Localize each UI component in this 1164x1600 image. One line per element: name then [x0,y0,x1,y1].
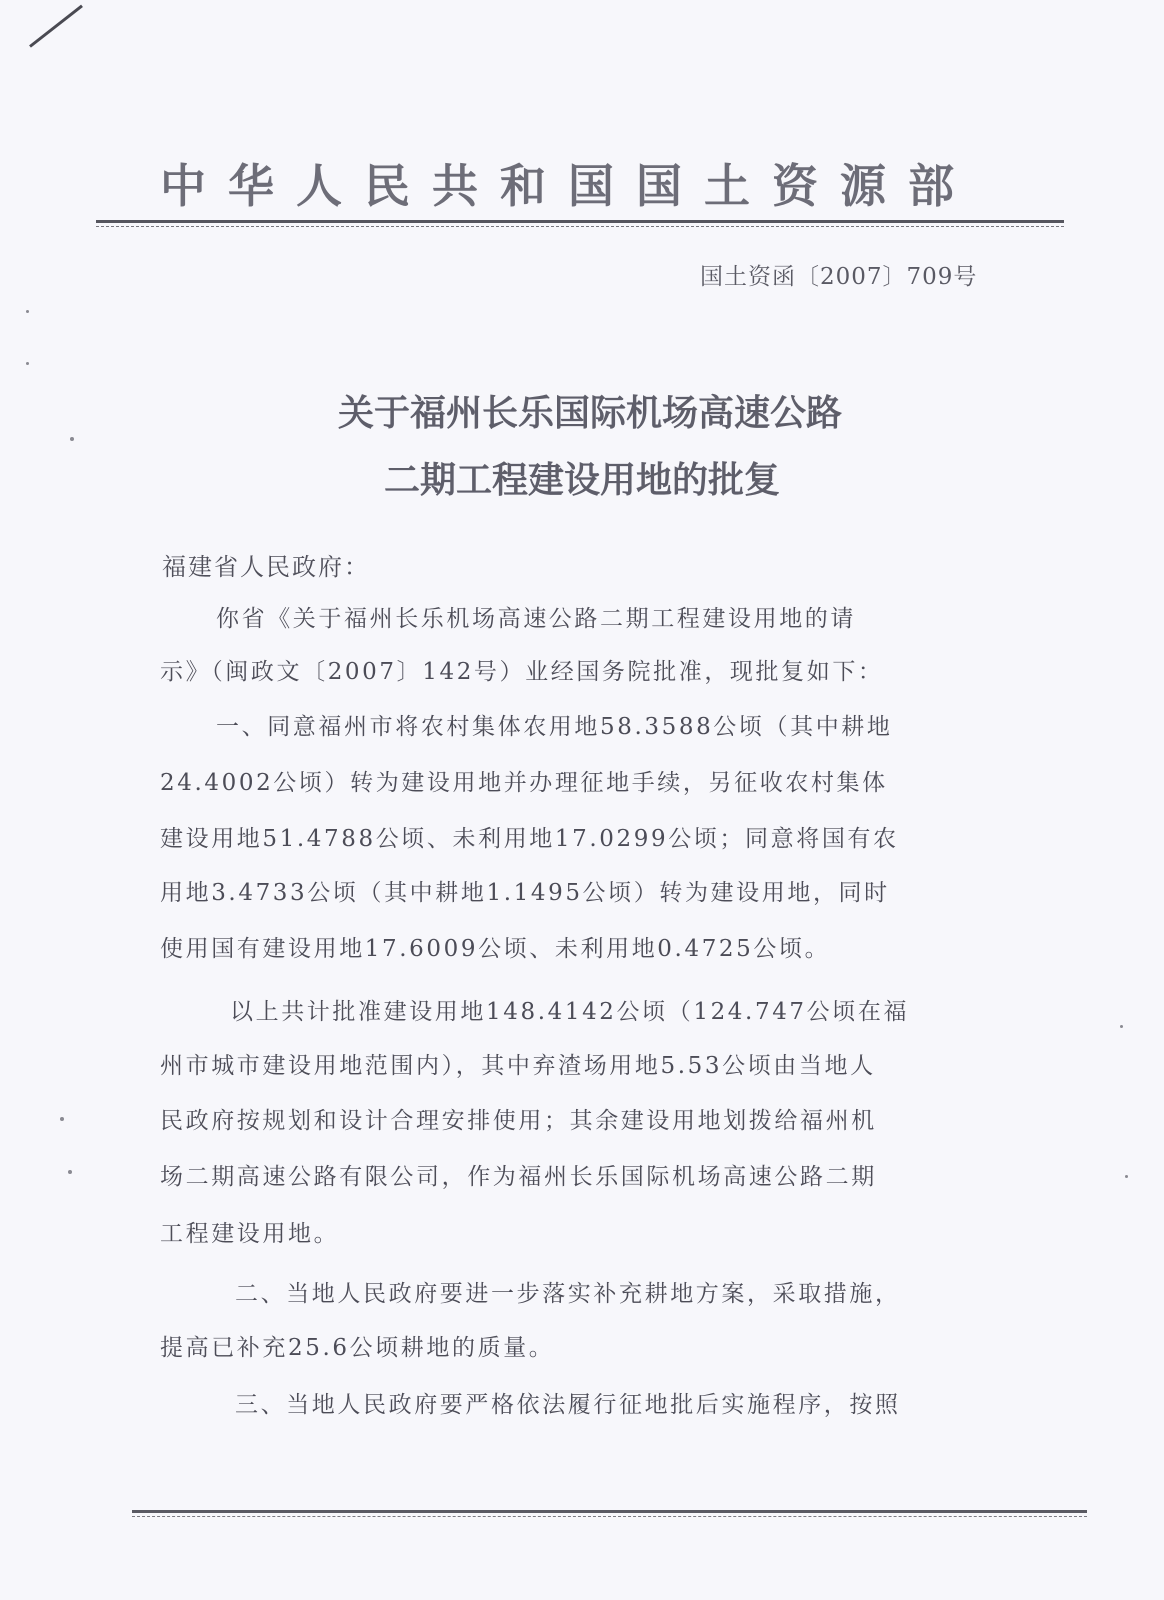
header-rule [96,220,1064,223]
footer-rule-dashed [132,1516,1087,1517]
scan-speck [70,437,74,441]
scan-speck [68,1170,72,1174]
document-title-line-2: 二期工程建设用地的批复 [383,459,780,501]
body-line: 民政府按规划和设计合理安排使用；其余建设用地划拨给福州机 [160,1108,877,1134]
scan-speck [1125,1175,1128,1178]
body-line: 提高已补充25.6公顷耕地的质量。 [160,1335,555,1361]
body-line: 以上共计批准建设用地148.4142公顷（124.747公顷在福 [230,999,910,1025]
body-line: 场二期高速公路有限公司，作为福州长乐国际机场高速公路二期 [160,1164,877,1190]
scan-speck [26,362,29,365]
footer-rule [132,1510,1087,1513]
addressee: 福建省人民政府： [162,553,370,581]
issuing-authority-header: 中华人民共和国国土资源部 [160,159,976,213]
body-line: 你省《关于福州长乐机场高速公路二期工程建设用地的请 [216,606,856,632]
header-rule-dashed [96,226,1064,227]
document-number: 国土资函〔2007〕709号 [700,264,978,290]
body-line: 州市城市建设用地范围内），其中弃渣场用地5.53公顷由当地人 [160,1053,876,1079]
body-line: 示》（闽政文〔2007〕142号）业经国务院批准，现批复如下： [160,659,884,685]
body-line: 一、同意福州市将农村集体农用地58.3588公顷（其中耕地 [216,714,893,740]
body-line: 工程建设用地。 [160,1221,340,1247]
scan-speck [26,310,29,313]
body-line: 二、当地人民政府要进一步落实补充耕地方案，采取措施， [235,1281,901,1307]
document-title-line-1: 关于福州长乐国际机场高速公路 [337,392,842,434]
body-line: 用地3.4733公顷（其中耕地1.1495公顷）转为建设用地，同时 [160,880,890,906]
scan-speck [60,1117,64,1121]
pen-mark [29,5,83,48]
body-line: 三、当地人民政府要严格依法履行征地批后实施程序，按照 [235,1392,901,1418]
body-line: 24.4002公顷）转为建设用地并办理征地手续，另征收农村集体 [160,770,888,796]
body-line: 建设用地51.4788公顷、未利用地17.0299公顷；同意将国有农 [160,826,899,852]
body-line: 使用国有建设用地17.6009公顷、未利用地0.4725公顷。 [160,936,831,962]
scan-speck [1120,1025,1123,1028]
